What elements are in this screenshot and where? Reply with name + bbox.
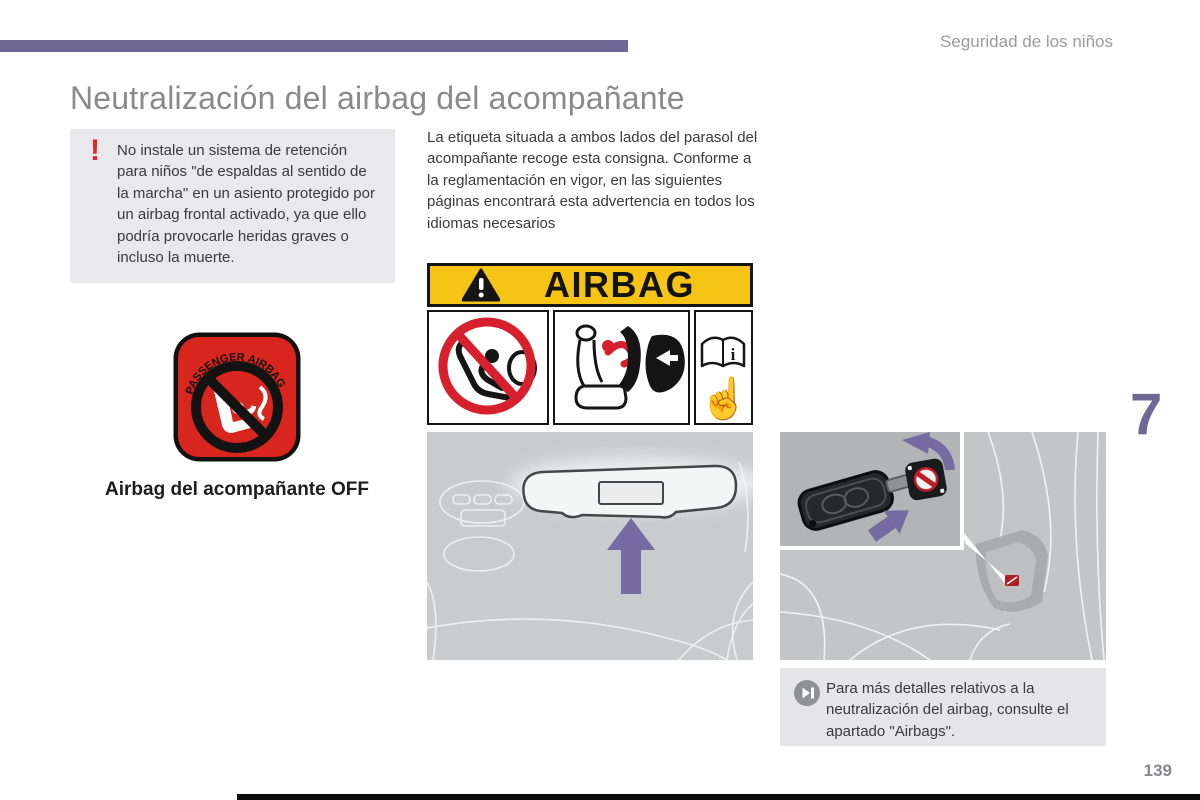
label-panels <box>427 310 753 425</box>
airbag-deactivation-switch-icon <box>904 457 948 501</box>
sun-visor-illustration <box>427 432 753 660</box>
label-title: AIRBAG <box>544 264 695 305</box>
page-number: 139 <box>1143 761 1172 780</box>
bottom-edge-bar <box>237 794 1200 800</box>
section-header: Seguridad de los niños <box>940 32 1113 51</box>
pointing-hand-icon: ☝ <box>698 376 749 421</box>
info-letter: i <box>730 344 735 364</box>
info-box <box>780 668 1106 746</box>
passenger-airbag-off-badge <box>172 331 302 463</box>
badge-arc-text: PASSENGER AIRBAG <box>183 351 288 397</box>
airbag-impact-pictogram <box>553 310 690 425</box>
no-child-seat-pictogram <box>427 310 549 425</box>
key-switch-figure <box>780 432 1106 660</box>
key-switch-illustration <box>780 432 1106 660</box>
warning-box <box>70 129 395 283</box>
see-section-icon <box>793 679 821 707</box>
warning-triangle-icon <box>462 268 500 302</box>
read-manual-pictogram <box>694 310 753 425</box>
intro-paragraph: La etiqueta situada a ambos lados del parasol del acompañante recoge esta consigna. Conforme a la reglamentación en vigor, en las siguientes páginas encontrará esta advertencia en todos los idiomas necesarios <box>427 129 758 232</box>
airbag-warning-label <box>427 263 753 425</box>
passenger-airbag-off-icon <box>172 331 302 463</box>
warning-text: No instale un sistema de retención para niños "de espaldas al sentido de la marcha" en un asiento protegido por un airbag frontal activado, ya que ello podría provocarle heridas graves o incluso la muerte. <box>117 142 375 267</box>
info-text: Para más detalles relativos a la neutralización del airbag, consulte el apartado "Airbags". <box>826 680 1069 740</box>
page-title: Neutralización del airbag del acompañante <box>70 80 685 116</box>
label-header-band <box>427 263 753 307</box>
visor-label-location <box>599 482 663 504</box>
exclamation-icon: ! <box>90 134 100 167</box>
sun-visor-figure <box>427 432 753 660</box>
chapter-number: 7 <box>1130 382 1163 447</box>
header-accent-bar <box>0 40 628 52</box>
figure-caption: Airbag del acompañante OFF <box>105 479 369 500</box>
